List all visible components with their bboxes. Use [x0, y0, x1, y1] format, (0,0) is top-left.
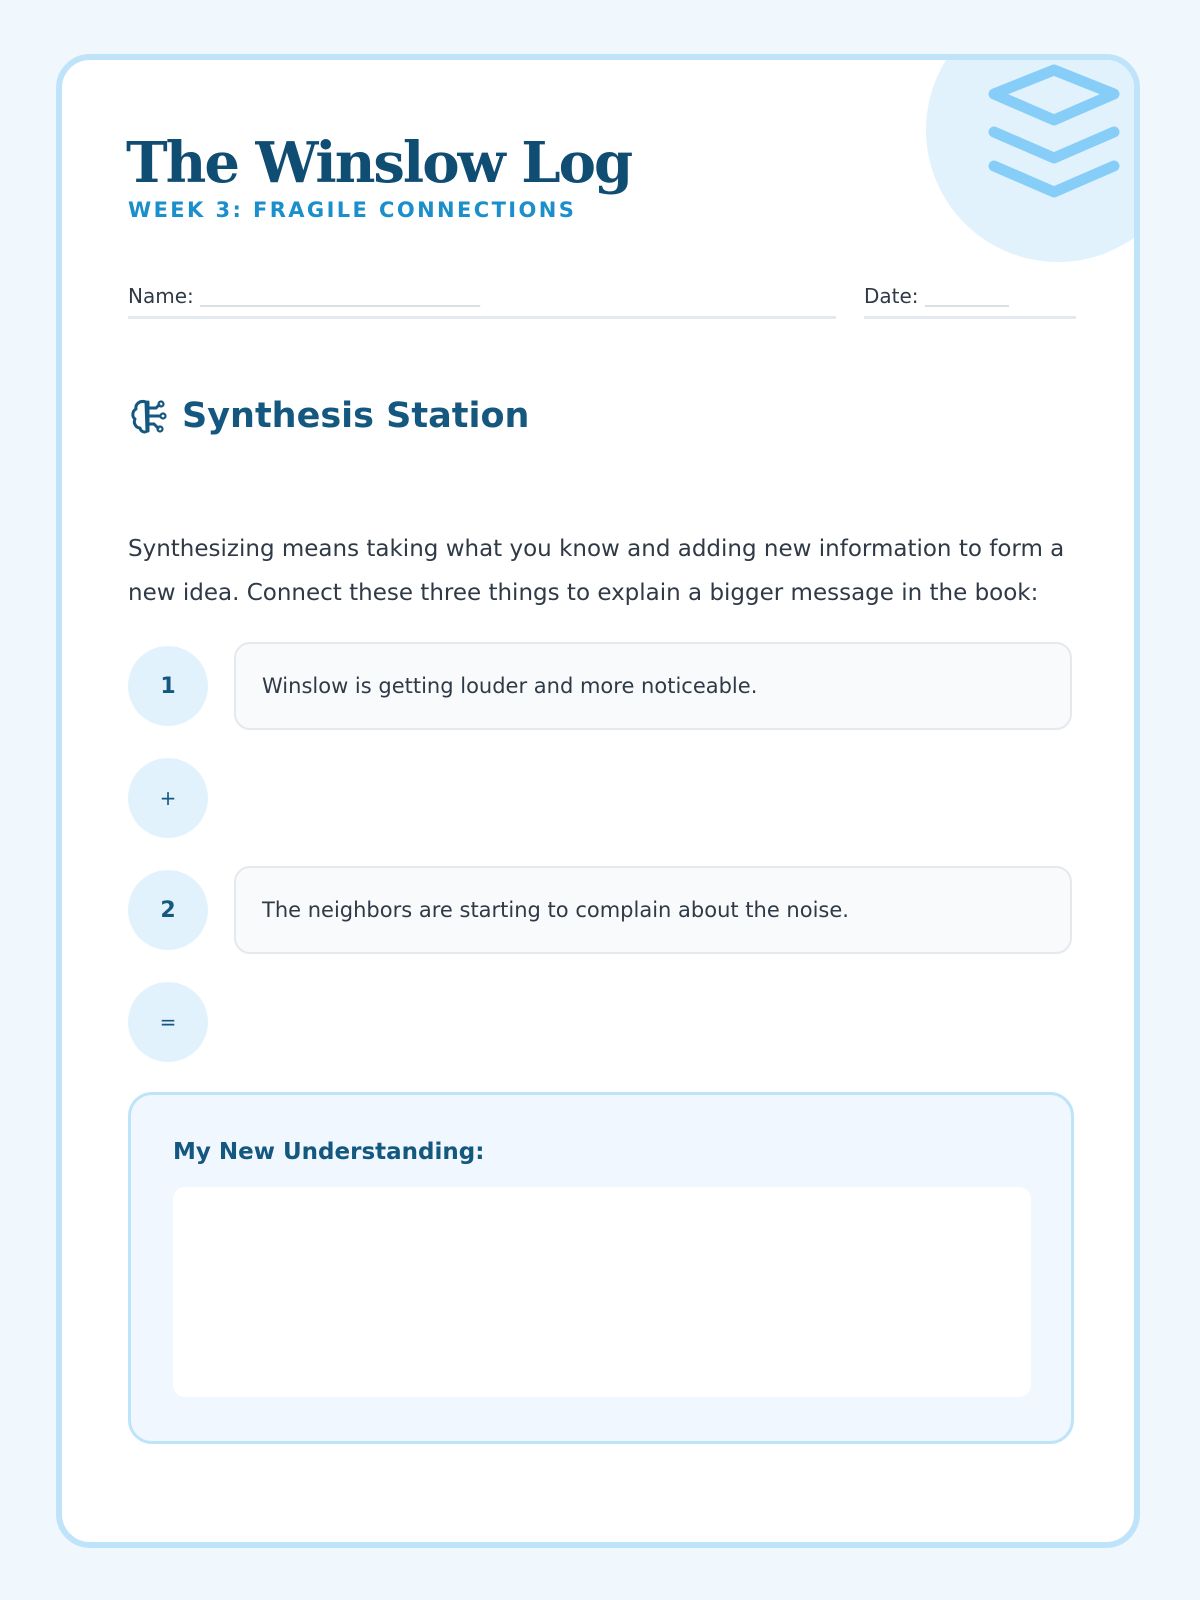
plus-operator: + [128, 758, 208, 838]
date-label: Date: [864, 284, 919, 308]
page-subtitle: WEEK 3: FRAGILE CONNECTIONS [128, 198, 577, 222]
worksheet-card [56, 54, 1140, 1548]
answer-panel [128, 1092, 1074, 1444]
name-label: Name: [128, 284, 194, 308]
step-number-2: 2 [128, 870, 208, 950]
equals-operator: = [128, 982, 208, 1062]
name-blank-line: ________________________________________ [200, 291, 481, 307]
section-title: Synthesis Station [182, 396, 530, 436]
step-number-1: 1 [128, 646, 208, 726]
answer-label: My New Understanding: [173, 1139, 485, 1165]
layers-stack-icon [984, 62, 1140, 212]
name-field[interactable] [128, 284, 836, 319]
page-title: The Winslow Log [126, 130, 632, 196]
date-blank-line: ____________ [924, 291, 1009, 307]
intro-text: Synthesizing means taking what you know and adding new information to form a new idea. Connect these three things to explain a bigger message in the book: [128, 536, 1065, 606]
section-heading [128, 396, 529, 436]
date-field[interactable] [864, 284, 1076, 319]
prompt-box-2: The neighbors are starting to complain about the noise. [234, 866, 1072, 954]
brain-icon [128, 396, 168, 436]
answer-textarea[interactable] [173, 1187, 1031, 1397]
prompt-box-1: Winslow is getting louder and more noticeable. [234, 642, 1072, 730]
